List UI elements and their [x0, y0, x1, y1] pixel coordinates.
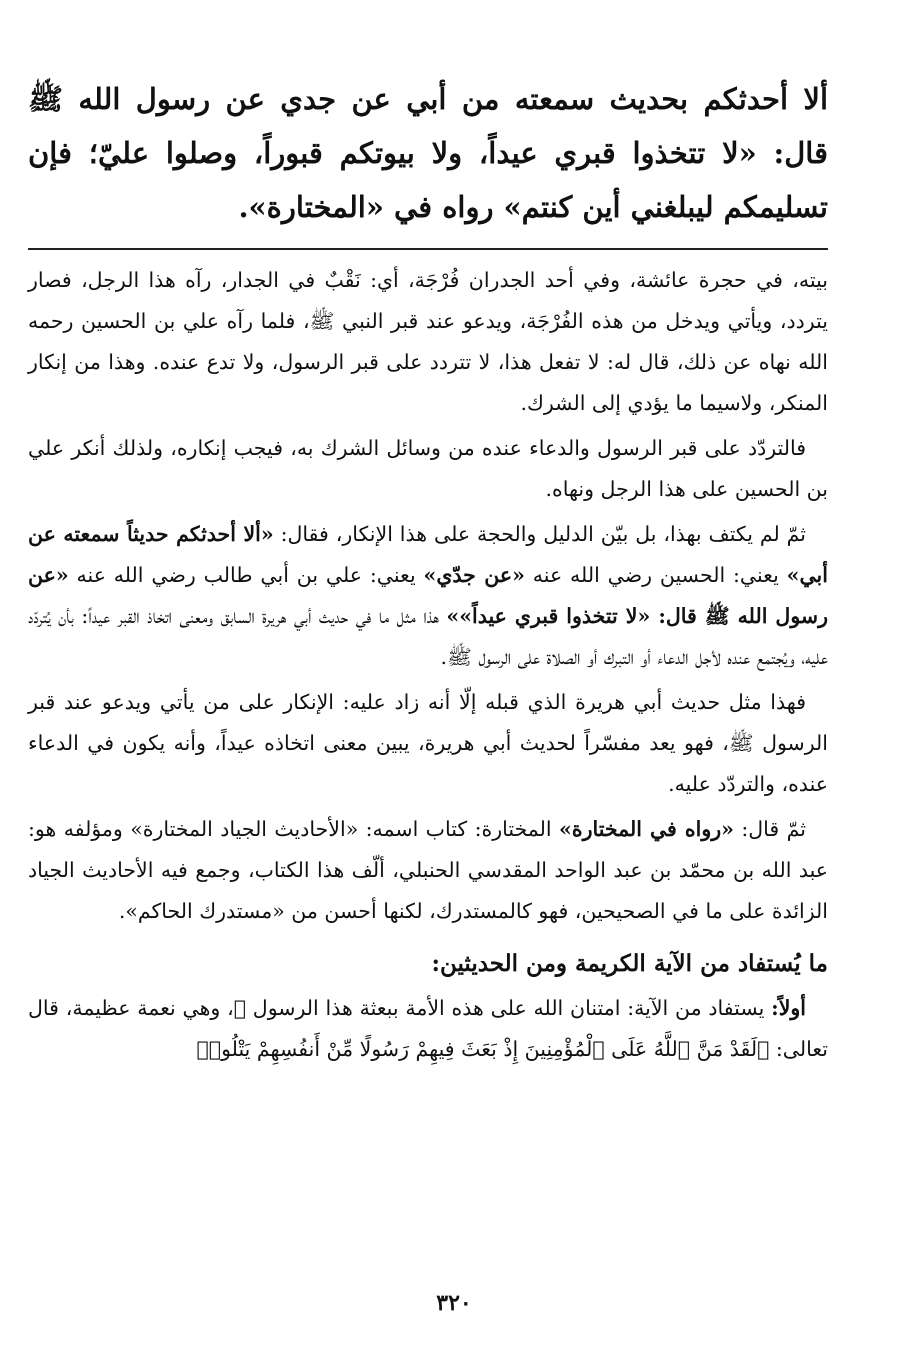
page-body: [28, 72, 828, 1074]
p3-quote-2: «عن جدّي»: [423, 563, 525, 587]
commentary-paragraph-6: [28, 988, 828, 1070]
p5-quote: «رواه في المختارة»: [559, 817, 734, 841]
p6-label: أولاً:: [771, 996, 806, 1020]
p3-intro: ثمّ لم يكتف بهذا، بل بيّن الدليل والحجة على هذا الإنكار، فقال:: [280, 522, 806, 546]
p3-text-3: هذا مثل ما في حديث أبي هريرة السابق ومعنى اتخاذ القبر عيداً: بأن يُتردّد عليه، ويُجتمع عنده لأجل الدعاء أو التبرك أو الصلاة على الرسول ﷺ.: [28, 604, 828, 669]
p3-text-1: يعني: الحسين رضي الله عنه: [532, 563, 779, 587]
commentary-paragraph-3: [28, 514, 828, 678]
p3-text-2: يعني: علي بن أبي طالب رضي الله عنه: [76, 563, 416, 587]
page-number: ٣٢٠: [436, 1290, 472, 1316]
p3-quote-3: «عن رسول الله ﷺ قال: «لا تتخذوا قبري عيداً»»: [28, 563, 828, 628]
p6-text: يستفاد من الآية: امتنان الله على هذه الأمة ببعثة هذا الرسول ﷺ، وهي نعمة عظيمة، قال تعالى: ﴿لَقَدْ مَنَّ ٱللَّهُ عَلَى ٱلْمُؤْمِنِينَ إِذْ بَعَثَ فِيهِمْ رَسُولًا مِّنْ أَنفُسِهِمْ يَتْلُوا۟: [28, 996, 828, 1061]
p5-intro: ثمّ قال:: [741, 817, 806, 841]
section-heading: ما يُستفاد من الآية الكريمة ومن الحديثين:: [431, 950, 828, 977]
commentary-paragraph-1: بيته، في حجرة عائشة، وفي أحد الجدران فُرْجَة، أي: نَقْبٌ في الجدار، رآه هذا الرجل، فصار يتردد، ويأتي ويدخل من هذه الفُرْجَة، ويدعو عند قبر النبي ﷺ، فلما رآه علي بن الحسين رحمه الله نهاه عن ذلك، قال له: لا تفعل هذا، لا تتردد على قبر الرسول، ولا تدع عنده. وهذا من إنكار المنكر، ولاسيما ما يؤدي إلى الشرك.: [28, 268, 828, 415]
section-divider: [28, 248, 828, 250]
commentary-paragraph-5: [28, 809, 828, 932]
p3-quote-1: «ألا أحدثكم حديثاً سمعته عن أبي»: [28, 522, 828, 587]
commentary-paragraph-4: فهذا مثل حديث أبي هريرة الذي قبله إلّا أنه زاد عليه: الإنكار على من يأتي ويدعو عند قبر الرسول ﷺ، فهو يعد مفسّراً لحديث أبي هريرة، يبين معنى اتخاذه عيداً، وأنه يكون في الدعاء عنده، والتردّد عليه.: [28, 690, 828, 796]
p5-text: المختارة: كتاب اسمه: «الأحاديث الجياد المختارة» ومؤلفه هو: عبد الله بن محمّد بن عبد الواحد المقدسي الحنبلي، ألّف هذا الكتاب، وجمع فيه الأحاديث الجياد الزائدة على ما في الصحيحين، فهو كالمستدرك، لكنها أحسن من «مستدرك الحاكم».: [28, 817, 828, 923]
commentary-paragraph-2: فالتردّد على قبر الرسول والدعاء عنده من وسائل الشرك به، فيجب إنكاره، ولذلك أنكر علي بن الحسين على هذا الرجل ونهاه.: [28, 436, 828, 501]
hadith-text: ألا أحدثكم بحديث سمعته من أبي عن جدي عن رسول الله ﷺ قال: «لا تتخذوا قبري عيداً، ولا بيوتكم قبوراً، وصلوا عليّ؛ فإن تسليمكم ليبلغني أين كنتم» رواه في «المختارة».: [28, 82, 828, 224]
